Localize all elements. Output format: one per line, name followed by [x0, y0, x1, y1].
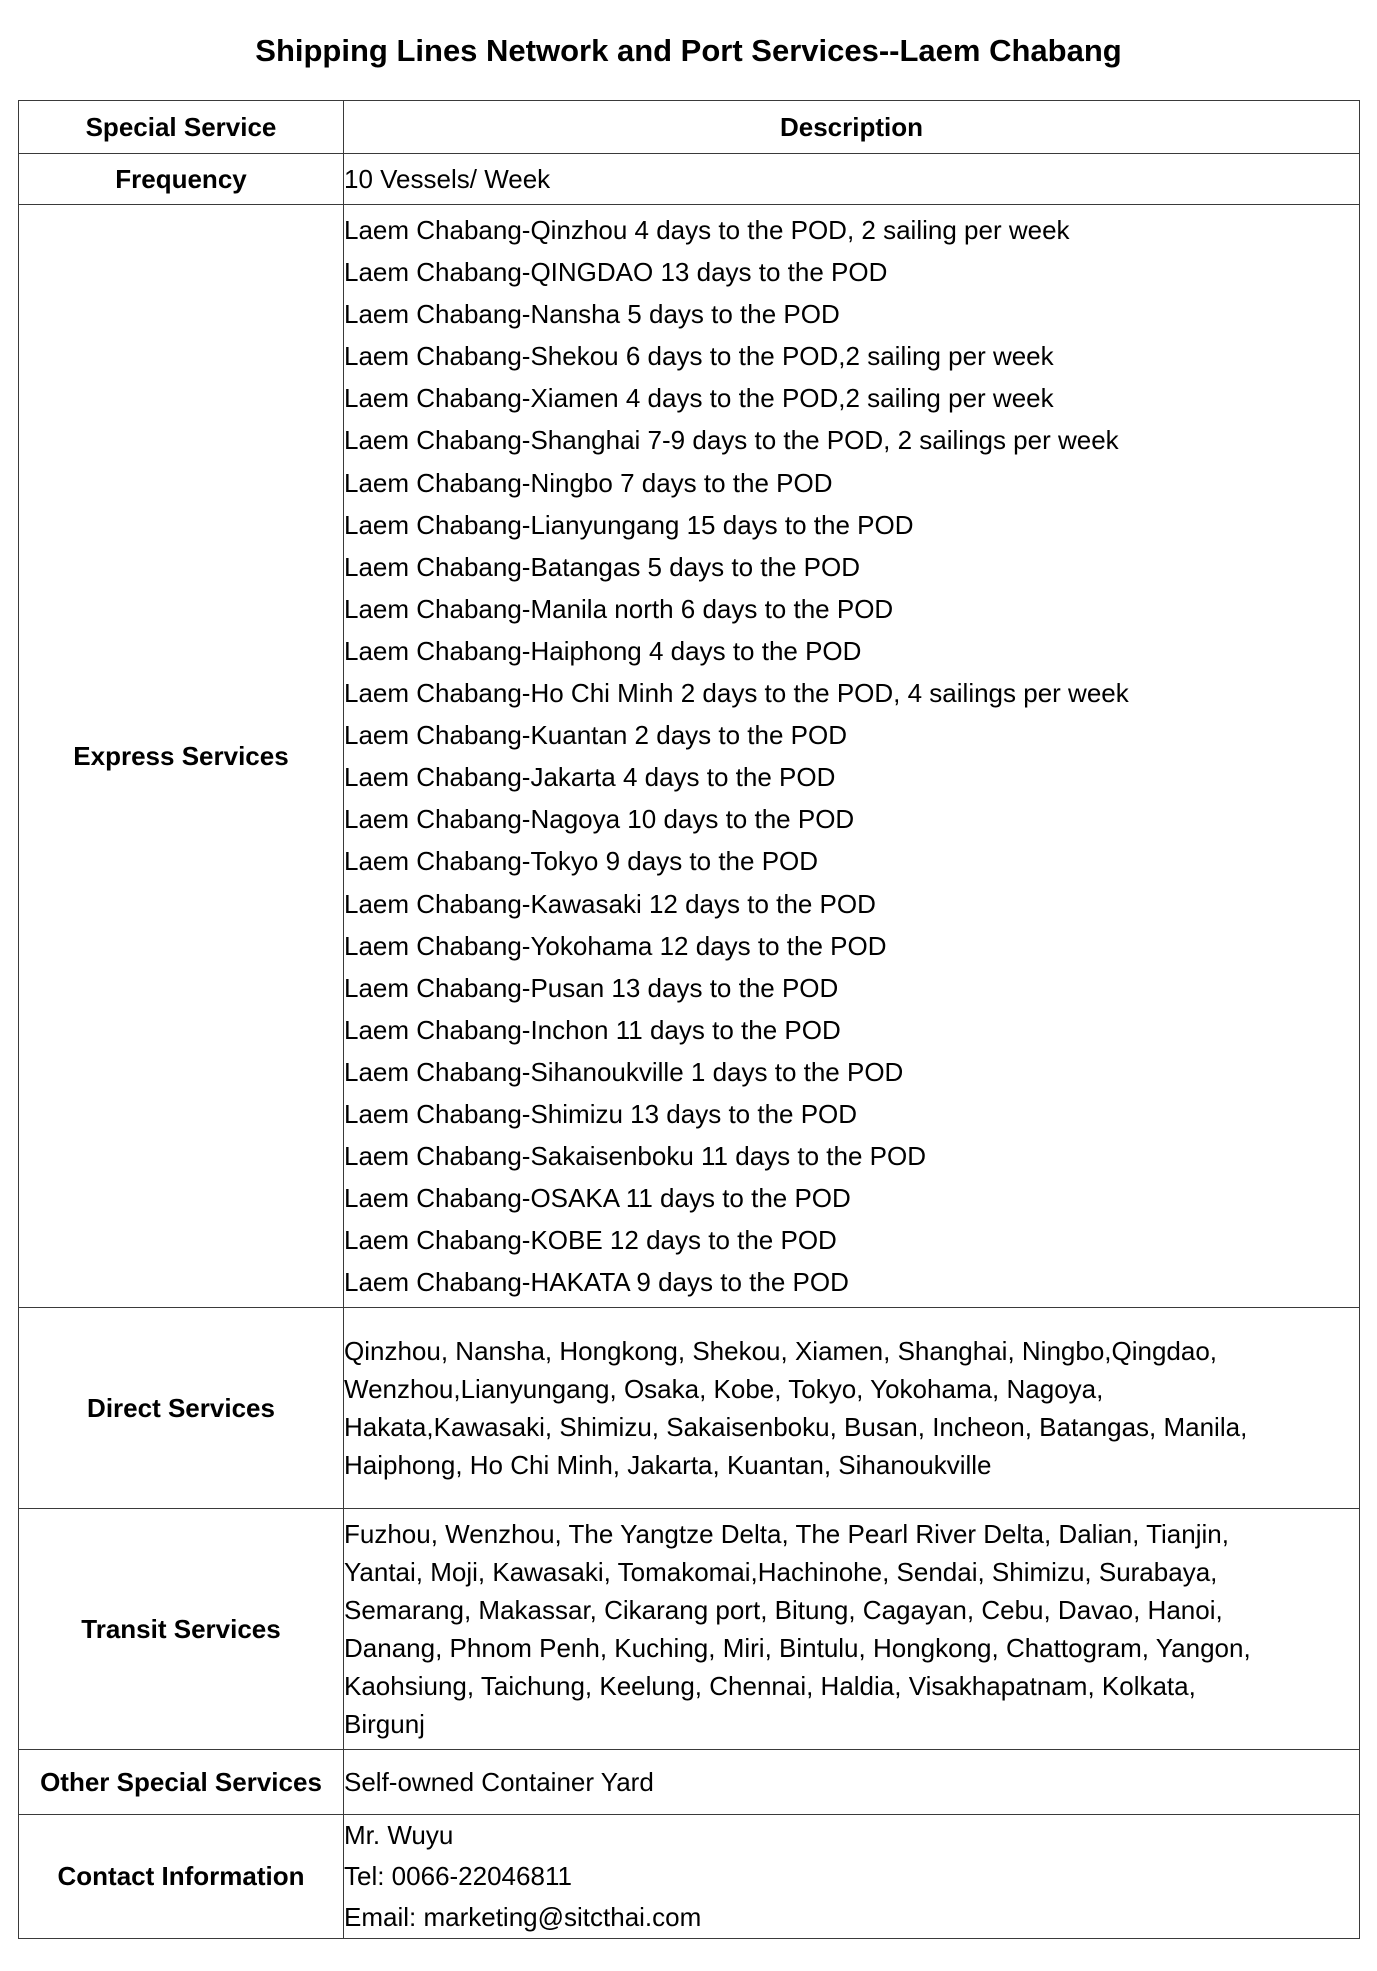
express-route: Laem Chabang-HAKATA 9 days to the POD [344, 1267, 849, 1298]
express-route: Laem Chabang-Shanghai 7-9 days to the POD, 2 sailings per week [344, 425, 1119, 456]
express-routes-cell [344, 205, 1360, 1308]
table-row-transit-services [19, 1509, 1360, 1750]
direct-services-label: Direct Services [19, 1308, 344, 1509]
express-route: Laem Chabang-Nagoya 10 days to the POD [344, 804, 855, 835]
frequency-label: Frequency [19, 154, 344, 205]
direct-services-line: Hakata,Kawasaki, Shimizu, Sakaisenboku, Busan, Incheon, Batangas, Manila, [344, 1412, 1248, 1443]
transit-services-line: Yantai, Moji, Kawasaki, Tomakomai,Hachinohe, Sendai, Shimizu, Surabaya, [344, 1557, 1218, 1588]
transit-services-label: Transit Services [19, 1509, 344, 1750]
express-route: Laem Chabang-Lianyungang 15 days to the POD [344, 509, 914, 540]
frequency-value: 10 Vessels/ Week [344, 154, 1360, 205]
express-route: Laem Chabang-Nansha 5 days to the POD [344, 299, 840, 330]
table-row-other-special-services [19, 1750, 1360, 1815]
transit-services-line: Semarang, Makassar, Cikarang port, Bitung, Cagayan, Cebu, Davao, Hanoi, [344, 1595, 1223, 1626]
express-route: Laem Chabang-Xiamen 4 days to the POD,2 sailing per week [344, 383, 1054, 414]
header-row [19, 101, 1360, 154]
direct-services-line: Wenzhou,Lianyungang, Osaka, Kobe, Tokyo, Yokohama, Nagoya, [344, 1374, 1104, 1405]
contact-phone: Tel: 0066-22046811 [344, 1861, 572, 1892]
services-table [18, 100, 1360, 1939]
other-special-services-value: Self-owned Container Yard [344, 1750, 1360, 1815]
express-route: Laem Chabang-Sakaisenboku 11 days to the POD [344, 1141, 926, 1172]
express-route: Laem Chabang-Yokohama 12 days to the POD [344, 930, 887, 961]
express-route: Laem Chabang-OSAKA 11 days to the POD [344, 1183, 851, 1214]
direct-services-line: Qinzhou, Nansha, Hongkong, Shekou, Xiamen, Shanghai, Ningbo,Qingdao, [344, 1336, 1218, 1367]
express-route: Laem Chabang-Kuantan 2 days to the POD [344, 720, 847, 751]
express-services-label: Express Services [19, 205, 344, 1308]
express-route: Laem Chabang-Manila north 6 days to the POD [344, 593, 894, 624]
express-route: Laem Chabang-Qinzhou 4 days to the POD, 2 sailing per week [344, 215, 1070, 245]
express-route: Laem Chabang-Shekou 6 days to the POD,2 sailing per week [344, 341, 1054, 372]
column-header-special-service: Special Service [19, 101, 344, 154]
express-route: Laem Chabang-Ho Chi Minh 2 days to the POD, 4 sailings per week [344, 678, 1129, 709]
contact-information-cell [344, 1815, 1360, 1939]
page-title: Shipping Lines Network and Port Services--Laem Chabang [255, 33, 1122, 68]
other-special-services-label: Other Special Services [19, 1750, 344, 1815]
transit-services-line: Kaohsiung, Taichung, Keelung, Chennai, Haldia, Visakhapatnam, Kolkata, [344, 1671, 1196, 1702]
contact-information-label: Contact Information [19, 1815, 344, 1939]
express-route: Laem Chabang-Haiphong 4 days to the POD [344, 635, 862, 666]
transit-services-line: Danang, Phnom Penh, Kuching, Miri, Bintulu, Hongkong, Chattogram, Yangon, [344, 1633, 1251, 1664]
express-route: Laem Chabang-Inchon 11 days to the POD [344, 1014, 841, 1045]
express-route: Laem Chabang-Pusan 13 days to the POD [344, 972, 839, 1003]
direct-services-list [344, 1332, 1359, 1484]
table-row-direct-services [19, 1308, 1360, 1509]
transit-services-cell [344, 1509, 1360, 1750]
direct-services-cell [344, 1308, 1360, 1509]
express-route: Laem Chabang-KOBE 12 days to the POD [344, 1225, 837, 1256]
table-row-express-services [19, 205, 1360, 1308]
table-row-frequency [19, 154, 1360, 205]
column-header-description: Description [344, 101, 1360, 154]
express-route: Laem Chabang-Batangas 5 days to the POD [344, 551, 860, 582]
contact-name: Mr. Wuyu [344, 1820, 454, 1851]
express-route: Laem Chabang-Sihanoukville 1 days to the POD [344, 1056, 904, 1087]
express-route: Laem Chabang-Ningbo 7 days to the POD [344, 467, 833, 498]
table-row-contact-information [19, 1815, 1360, 1939]
express-route: Laem Chabang-Shimizu 13 days to the POD [344, 1098, 858, 1129]
express-route: Laem Chabang-Tokyo 9 days to the POD [344, 846, 819, 877]
express-route: Laem Chabang-Kawasaki 12 days to the POD [344, 888, 876, 919]
express-route: Laem Chabang-Jakarta 4 days to the POD [344, 762, 836, 793]
transit-services-line: Fuzhou, Wenzhou, The Yangtze Delta, The Pearl River Delta, Dalian, Tianjin, [344, 1519, 1229, 1550]
transit-services-line: Birgunj [344, 1709, 425, 1740]
express-route: Laem Chabang-QINGDAO 13 days to the POD [344, 257, 888, 288]
transit-services-list [344, 1515, 1359, 1743]
contact-email: Email: marketing@sitcthai.com [344, 1902, 702, 1933]
direct-services-line: Haiphong, Ho Chi Minh, Jakarta, Kuantan, Sihanoukville [344, 1450, 992, 1481]
